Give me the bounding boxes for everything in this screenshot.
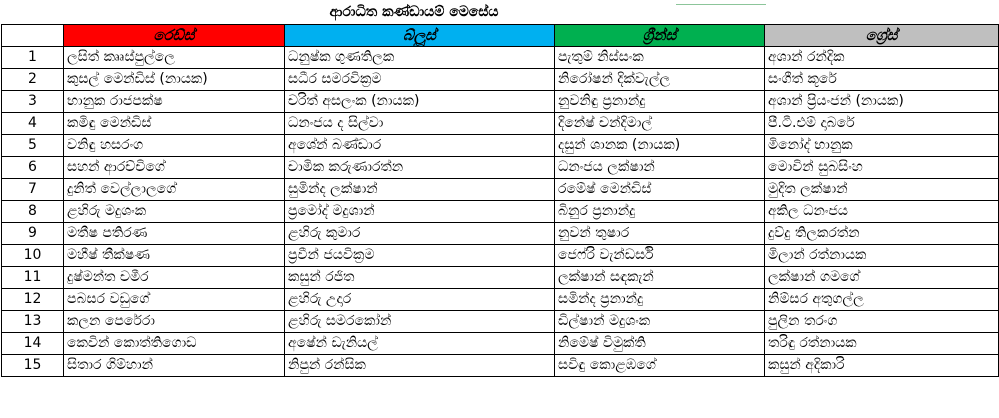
table-row [2,245,999,267]
greens-player-cell[interactable]: ධනංජය ලක්ෂාන් [555,157,765,179]
greys-player-cell[interactable]: ලක්ෂාන් ගමගේ [765,267,999,289]
table-row [2,91,999,113]
reds-player-cell[interactable]: කමිඳු මෙන්ඩිස් [64,113,285,135]
table-row [2,223,999,245]
blues-player-cell[interactable]: චාමික කරුණාරත්න [285,157,555,179]
blues-player-cell[interactable]: ප්‍රමෝද් මදුශාන් [285,201,555,223]
row-index-cell[interactable]: 2 [2,69,64,91]
reds-player-cell[interactable]: දුෂ්මන්ත චමීර [64,267,285,289]
title-row [2,0,999,25]
blues-player-cell[interactable]: සුමින්ද ලක්ෂාන් [285,179,555,201]
table-row [2,289,999,311]
greens-player-cell[interactable]: ඩිල්ෂාන් මදුශංක [555,311,765,333]
greens-player-cell[interactable]: සවිඳු කොළඹගේ [555,355,765,377]
blank-cell[interactable] [765,0,999,25]
greens-player-cell[interactable]: දිනේෂ් චන්දිමාල් [555,113,765,135]
row-index-cell[interactable]: 8 [2,201,64,223]
table-row [2,333,999,355]
table-row [2,201,999,223]
table-row [2,135,999,157]
greys-player-cell[interactable]: මුදිත ලක්ෂාන් [765,179,999,201]
greys-player-cell[interactable]: පී.ටී.එම් දාබරේ [765,113,999,135]
header-row [2,25,999,47]
greens-player-cell[interactable]: නුවන් තුෂාර [555,223,765,245]
reds-player-cell[interactable]: භානුක රාජපක්ෂ [64,91,285,113]
greys-player-cell[interactable]: තරිඳු රත්නායක [765,333,999,355]
row-index-cell[interactable]: 3 [2,91,64,113]
greys-player-cell[interactable]: අශාන් රන්දික [765,47,999,69]
greens-player-cell[interactable]: රමේෂ් මෙන්ඩිස් [555,179,765,201]
reds-player-cell[interactable]: මහීෂ් තීක්ෂණ [64,245,285,267]
row-index-cell[interactable]: 11 [2,267,64,289]
reds-player-cell[interactable]: වනිඳු හසරංග [64,135,285,157]
blues-player-cell[interactable]: අශේන් බණ්ඩාර [285,135,555,157]
greens-player-cell[interactable]: නිරෝෂන් දික්වැල්ල [555,69,765,91]
row-index-cell[interactable]: 10 [2,245,64,267]
header-cell-blues[interactable]: බ්ලූස් [285,25,555,47]
reds-player-cell[interactable]: සිතාර ගිම්හාන් [64,355,285,377]
blues-player-cell[interactable]: සධීර සමරවික්‍රම [285,69,555,91]
greys-player-cell[interactable]: පුලින තරංග [765,311,999,333]
blues-player-cell[interactable]: ධනුෂ්ක ගුණතිලක [285,47,555,69]
blues-player-cell[interactable]: කසුන් රජිත [285,267,555,289]
header-cell-greys[interactable]: ග්‍රේස් [765,25,999,47]
header-cell-reds[interactable]: රෙඩ්ස් [64,25,285,47]
greys-player-cell[interactable]: අකිල ධනංජය [765,201,999,223]
blues-player-cell[interactable]: ප්‍රවීන් ජයවික්‍රම [285,245,555,267]
table-row [2,157,999,179]
table-row [2,179,999,201]
reds-player-cell[interactable]: සහන් ආරච්චිගේ [64,157,285,179]
blues-player-cell[interactable]: චරිත් අසලංක (නායක) [285,91,555,113]
greens-player-cell[interactable]: ලක්ෂාන් සඳකැන් [555,267,765,289]
reds-player-cell[interactable]: කුසල් මෙන්ඩිස් (නායක) [64,69,285,91]
header-cell-greens[interactable]: ග්‍රීන්ස් [555,25,765,47]
greys-player-cell[interactable]: නිම්සර අතුගල්ල [765,289,999,311]
greens-player-cell[interactable]: නුවනිඳු ප්‍රනාන්දු [555,91,765,113]
greys-player-cell[interactable]: මිලාන් රත්නායක [765,245,999,267]
table-row [2,267,999,289]
row-index-cell[interactable]: 13 [2,311,64,333]
greens-player-cell[interactable]: දසුන් ශානක (නායක) [555,135,765,157]
blank-cell[interactable] [2,0,64,25]
reds-player-cell[interactable]: කලන පෙරේරා [64,311,285,333]
row-index-cell[interactable]: 7 [2,179,64,201]
greens-player-cell[interactable]: ජෙෆ්රි වැන්ඩර්සි [555,245,765,267]
table-row [2,47,999,69]
reds-player-cell[interactable]: ළහිරු මදුශංක [64,201,285,223]
greens-player-cell[interactable]: බිනුර ප්‍රනාන්දු [555,201,765,223]
row-index-cell[interactable]: 5 [2,135,64,157]
greys-player-cell[interactable]: කසුන් අදිකාරි [765,355,999,377]
header-cell-index[interactable] [2,25,64,47]
reds-player-cell[interactable]: මතීෂ පතිරණ [64,223,285,245]
reds-player-cell[interactable]: දුනිත් වෙල්ලාලගේ [64,179,285,201]
reds-player-cell[interactable]: පබසර වඩුගේ [64,289,285,311]
reds-player-cell[interactable]: ලසිත් කෲස්පුල්ලෙ [64,47,285,69]
greys-player-cell[interactable]: මොවින් සුබසිංහ [765,157,999,179]
teams-table [1,0,999,377]
greys-player-cell[interactable]: සංගීත් කූරේ [765,69,999,91]
greens-player-cell[interactable]: නිමේෂ් විමුක්ති [555,333,765,355]
blues-player-cell[interactable]: ළහිරු සමරකෝන් [285,311,555,333]
blues-player-cell[interactable]: ළහිරු උදාර [285,289,555,311]
greys-player-cell[interactable]: අශාන් ප්‍රියංජන් (නායක) [765,91,999,113]
greens-player-cell[interactable]: පැතුම් නිස්සංක [555,47,765,69]
row-index-cell[interactable]: 9 [2,223,64,245]
blues-player-cell[interactable]: ධනංජය ද සිල්වා [285,113,555,135]
row-index-cell[interactable]: 4 [2,113,64,135]
table-row [2,355,999,377]
greens-player-cell[interactable]: සමින්ද ප්‍රනාන්දු [555,289,765,311]
row-index-cell[interactable]: 14 [2,333,64,355]
sheet-title[interactable]: ආරාධිත කණ්ඩායම් මෙසේය [64,0,765,25]
blues-player-cell[interactable]: ළහිරු කුමාර [285,223,555,245]
row-index-cell[interactable]: 1 [2,47,64,69]
row-index-cell[interactable]: 6 [2,157,64,179]
table-row [2,69,999,91]
blues-player-cell[interactable]: නිපුන් රන්සික [285,355,555,377]
reds-player-cell[interactable]: කෙවින් කොත්තිගොඩ [64,333,285,355]
row-index-cell[interactable]: 12 [2,289,64,311]
greys-player-cell[interactable]: දුව්දු තිලකරත්න [765,223,999,245]
table-row [2,113,999,135]
greys-player-cell[interactable]: මිනෝද් භානුක [765,135,999,157]
blues-player-cell[interactable]: අෂේන් ඩැනියල් [285,333,555,355]
row-index-cell[interactable]: 15 [2,355,64,377]
table-row [2,311,999,333]
